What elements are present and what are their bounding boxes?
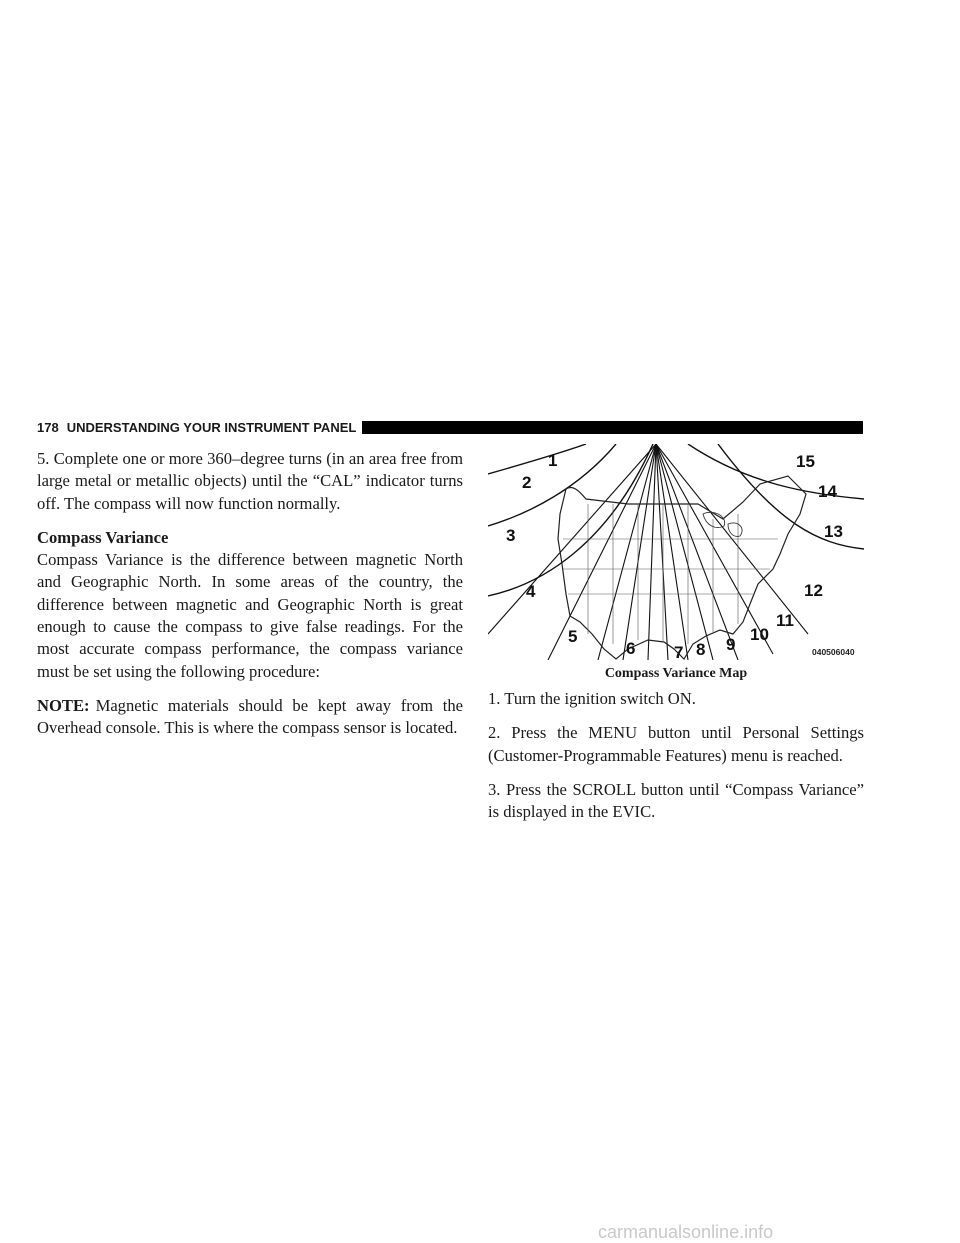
page-header xyxy=(37,418,863,436)
step-2: 2. Press the MENU button until Personal Settings (Customer-Programmable Features) menu is reached. xyxy=(488,723,864,765)
left-column xyxy=(37,448,463,752)
zone-label-4: 4 xyxy=(526,582,536,601)
zone-label-8: 8 xyxy=(696,640,706,659)
map-background xyxy=(488,444,864,660)
zone-label-13: 13 xyxy=(824,522,843,541)
zone-label-10: 10 xyxy=(750,625,769,644)
zone-label-5: 5 xyxy=(568,627,578,646)
zone-label-15: 15 xyxy=(796,452,815,471)
step-5-paragraph: 5. Complete one or more 360–degree turns (in an area free from large metal or metallic objects) until the “CAL” indicator turns off. The compass will now function normally. xyxy=(37,449,463,513)
zone-label-9: 9 xyxy=(726,635,736,654)
zone-label-14: 14 xyxy=(818,482,837,501)
zone-label-2: 2 xyxy=(522,473,532,492)
zone-label-1: 1 xyxy=(548,451,558,470)
page-number: 178 xyxy=(37,419,59,435)
figure-code: 040506040 xyxy=(812,647,855,657)
right-column xyxy=(488,688,864,823)
step-3: 3. Press the SCROLL button until “Compass Variance” is displayed in the EVIC. xyxy=(488,779,864,822)
step-1: 1. Turn the ignition switch ON. xyxy=(488,689,696,708)
site-watermark: carmanualsonline.info xyxy=(598,1222,774,1242)
compass-variance-body: Compass Variance is the difference between magnetic North and Geographic North. In some areas of the country, the difference between magnetic and Geographic North is great enough to cause the compass to give false readings. For the most accurate compass performance, the compass variance must be set using the following procedure: xyxy=(37,550,463,681)
zone-label-7: 7 xyxy=(674,643,684,660)
note-text: Magnetic materials should be kept away from the Overhead console. This is where the compass sensor is located. xyxy=(37,695,463,738)
zone-label-12: 12 xyxy=(804,581,823,600)
zone-label-3: 3 xyxy=(506,526,516,545)
section-title: UNDERSTANDING YOUR INSTRUMENT PANEL xyxy=(66,419,357,435)
note-label: NOTE: xyxy=(37,695,90,715)
zone-label-11: 11 xyxy=(776,611,794,630)
compass-variance-heading: Compass Variance xyxy=(37,527,169,547)
figure-caption: Compass Variance Map xyxy=(604,666,748,681)
header-rule xyxy=(362,421,863,434)
zone-label-6: 6 xyxy=(626,639,636,658)
compass-variance-map xyxy=(488,444,864,660)
note-paragraph xyxy=(37,695,463,740)
